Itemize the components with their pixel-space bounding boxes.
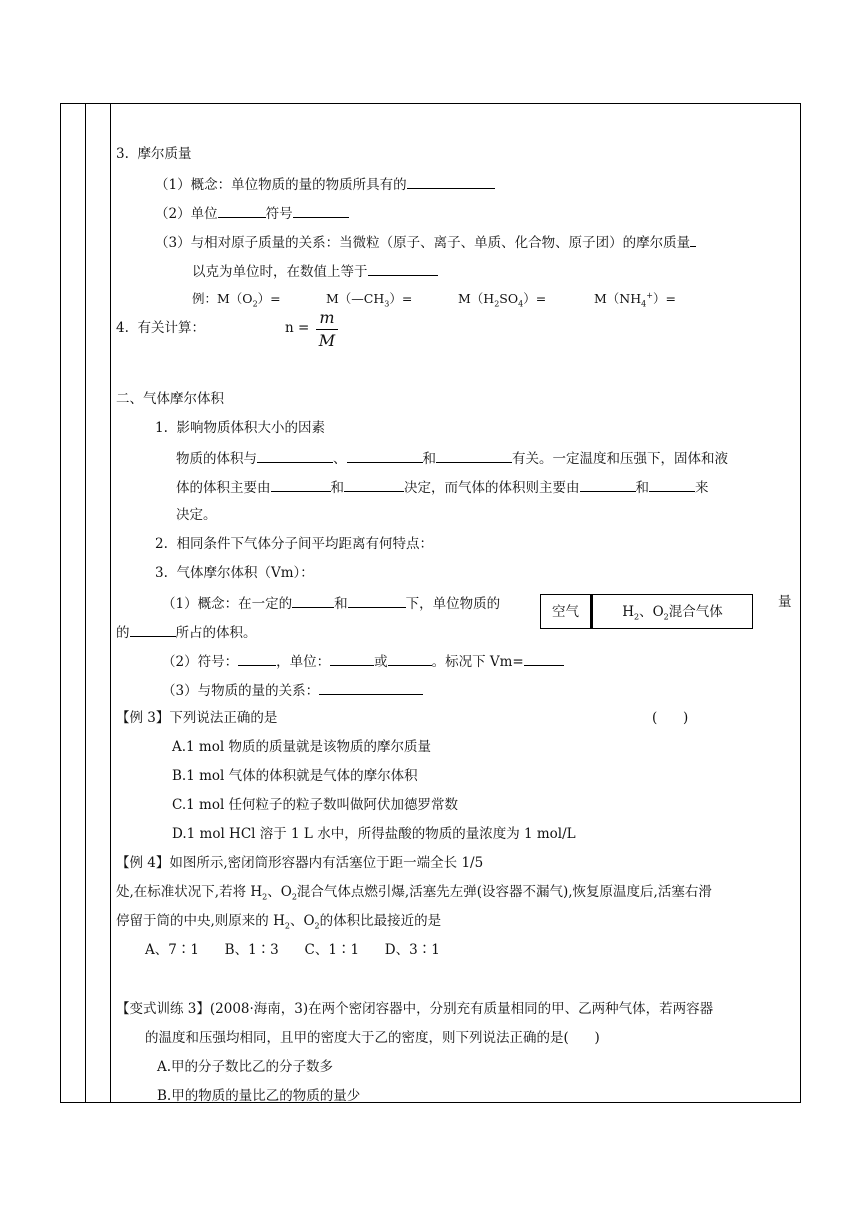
example-3-option-a: A.1 mol 物质的质量就是该物质的摩尔质量	[172, 739, 431, 755]
example-3-option-c: C.1 mol 任何粒子的粒子数叫做阿伏加德罗常数	[172, 797, 459, 813]
air-chamber-label: 空气	[552, 604, 579, 620]
molar-volume-concept-cont: 的 所占的体积。	[116, 625, 257, 641]
cylinder-diagram	[540, 594, 753, 629]
fraction-denominator: M	[318, 331, 336, 350]
example-4-question: 【例 4】如图所示,密闭筒形容器内有活塞位于距一端全长 1/5	[116, 855, 484, 871]
variant-3-option-b: B.甲的物质的量比乙的物质的量少	[157, 1088, 361, 1104]
fraction-bar	[316, 329, 338, 330]
molar-mass-relation: （3）与相对原子质量的关系：当微粒（原子、离子、单质、化合物、原子团）的摩尔质量	[155, 233, 696, 251]
example-3-option-d: D.1 mol HCl 溶于 1 L 水中，所得盐酸的物质的量浓度为 1 mol/L	[172, 826, 576, 842]
volume-factors-line-2: 体的体积主要由 和 决定，而气体的体积则主要由 和 来	[176, 480, 709, 496]
example-3-question: 【例 3】下列说法正确的是	[116, 710, 278, 726]
example-4-line-3: 停留于筒的中央,则原来的 $H_2$、$O_2$的体积比最接近的是	[116, 913, 442, 931]
margin-rule-2	[110, 103, 111, 1103]
example-h2so4: $M(H_2SO_4)=$	[458, 291, 547, 309]
example-nh4: $M(NH_4^+)=$	[594, 290, 676, 309]
example-4-line-2: 处,在标准状况下,若将 $H_2$、$O_2$混合气体点燃引爆,活塞先左弹(设容器不漏气),恢复原温度后,活塞右滑	[116, 884, 712, 902]
variant-3-option-a: A.甲的分子数比乙的分子数多	[157, 1059, 334, 1075]
question-3: 3. 气体摩尔体积（Vm）：	[155, 565, 314, 581]
molar-mass-concept: （1）概念：单位物质的量的物质所具有的	[155, 175, 495, 193]
variant-3-line-2: 的温度和压强均相同，且甲的密度大于乙的密度，则下列说法正确的是( )	[145, 1030, 600, 1046]
example-3-option-b: B.1 mol 气体的体积就是气体的摩尔体积	[172, 768, 418, 784]
example-4-options: A、7∶1 B、1∶3 C、1∶1 D、3∶1	[145, 942, 440, 958]
molar-volume-concept: （1）概念：在一定的 和 下，单位物质的	[162, 596, 501, 612]
molar-mass-unit: （2）单位 符号	[155, 204, 349, 222]
section-3-title: 3. 摩尔质量	[116, 146, 192, 162]
section-4-title: 4. 有关计算：	[116, 320, 205, 336]
formula-fraction	[316, 308, 338, 351]
part-2-title: 二、气体摩尔体积	[116, 391, 224, 407]
molar-mass-relation-cont: 以克为单位时，在数值上等于	[192, 262, 438, 280]
volume-factors-line-1: 物质的体积与 、 和 有关。一定温度和压强下，固体和液	[176, 451, 728, 467]
formula-n: n =	[285, 320, 310, 336]
question-1: 1. 影响物质体积大小的因素	[155, 420, 325, 436]
fraction-numerator: m	[319, 308, 335, 327]
molar-volume-symbol: （2）符号： ，单位： 或 。标况下 Vm=	[162, 652, 564, 670]
molar-volume-relation: （3）与物质的量的关系：	[162, 681, 423, 699]
mixed-gas-chamber-label: $H_2$、$O_2$混合气体	[622, 604, 723, 622]
volume-factors-line-3: 决定。	[176, 507, 217, 523]
molar-mass-examples: 例：$M(O_2)=$	[192, 291, 281, 309]
margin-rule-1	[85, 103, 86, 1103]
variant-3-question: 【变式训练 3】(2008·海南，3)在两个密闭容器中，分别充有质量相同的甲、乙两种气体，若两容器	[116, 1001, 714, 1017]
concept-trailing-char: 量	[778, 594, 792, 610]
example-3-answer-blank: ( )	[652, 710, 689, 726]
question-2: 2. 相同条件下气体分子间平均距离有何特点：	[155, 536, 433, 552]
example-ch3: $M(—CH_3)=$	[326, 291, 413, 309]
